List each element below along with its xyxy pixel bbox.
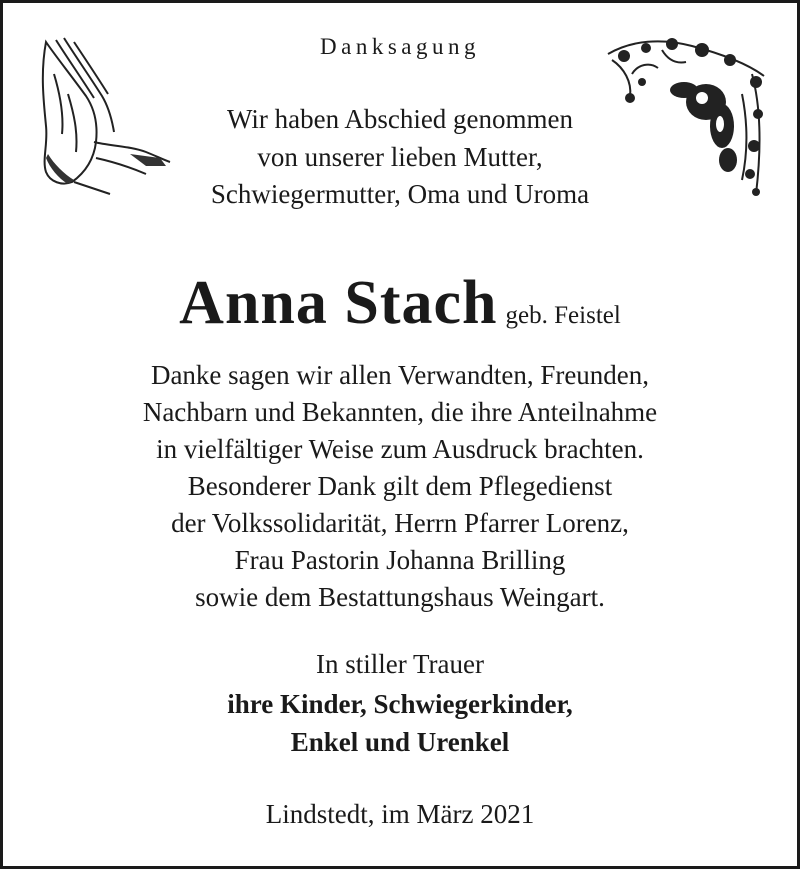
mourning-text: In stiller Trauer xyxy=(316,649,484,679)
place-date: Lindstedt, im März 2021 xyxy=(265,799,535,829)
family-line-2: Enkel und Urenkel xyxy=(290,727,510,757)
intro-line-2: von unserer lieben Mutter, xyxy=(257,142,543,172)
birth-name: geb. Feistel xyxy=(505,302,621,329)
thanks-line-7: sowie dem Bestattungshaus Weingart. xyxy=(195,582,605,612)
thanks-line-6: Frau Pastorin Johanna Brilling xyxy=(234,545,566,575)
thanks-line-1: Danke sagen wir allen Verwandten, Freunden, xyxy=(150,360,650,390)
family-line-1: ihre Kinder, Schwiegerkinder, xyxy=(227,689,573,719)
thanks-line-3: in vielfältiger Weise zum Ausdruck brachten. xyxy=(156,434,644,464)
intro-line-3: Schwiegermutter, Oma und Uroma xyxy=(210,179,590,209)
heading-danksagung: Danksagung xyxy=(320,34,480,59)
thanks-line-2: Nachbarn und Bekannten, die ihre Anteilnahme xyxy=(142,397,658,427)
deceased-name-row xyxy=(0,268,800,339)
intro-line-1: Wir haben Abschied genommen xyxy=(226,104,574,134)
thanks-line-5: der Volkssolidarität, Herrn Pfarrer Lorenz, xyxy=(171,508,629,538)
deceased-name: Anna Stach xyxy=(179,269,498,337)
thanks-line-4: Besonderer Dank gilt dem Pflegedienst xyxy=(187,471,613,501)
